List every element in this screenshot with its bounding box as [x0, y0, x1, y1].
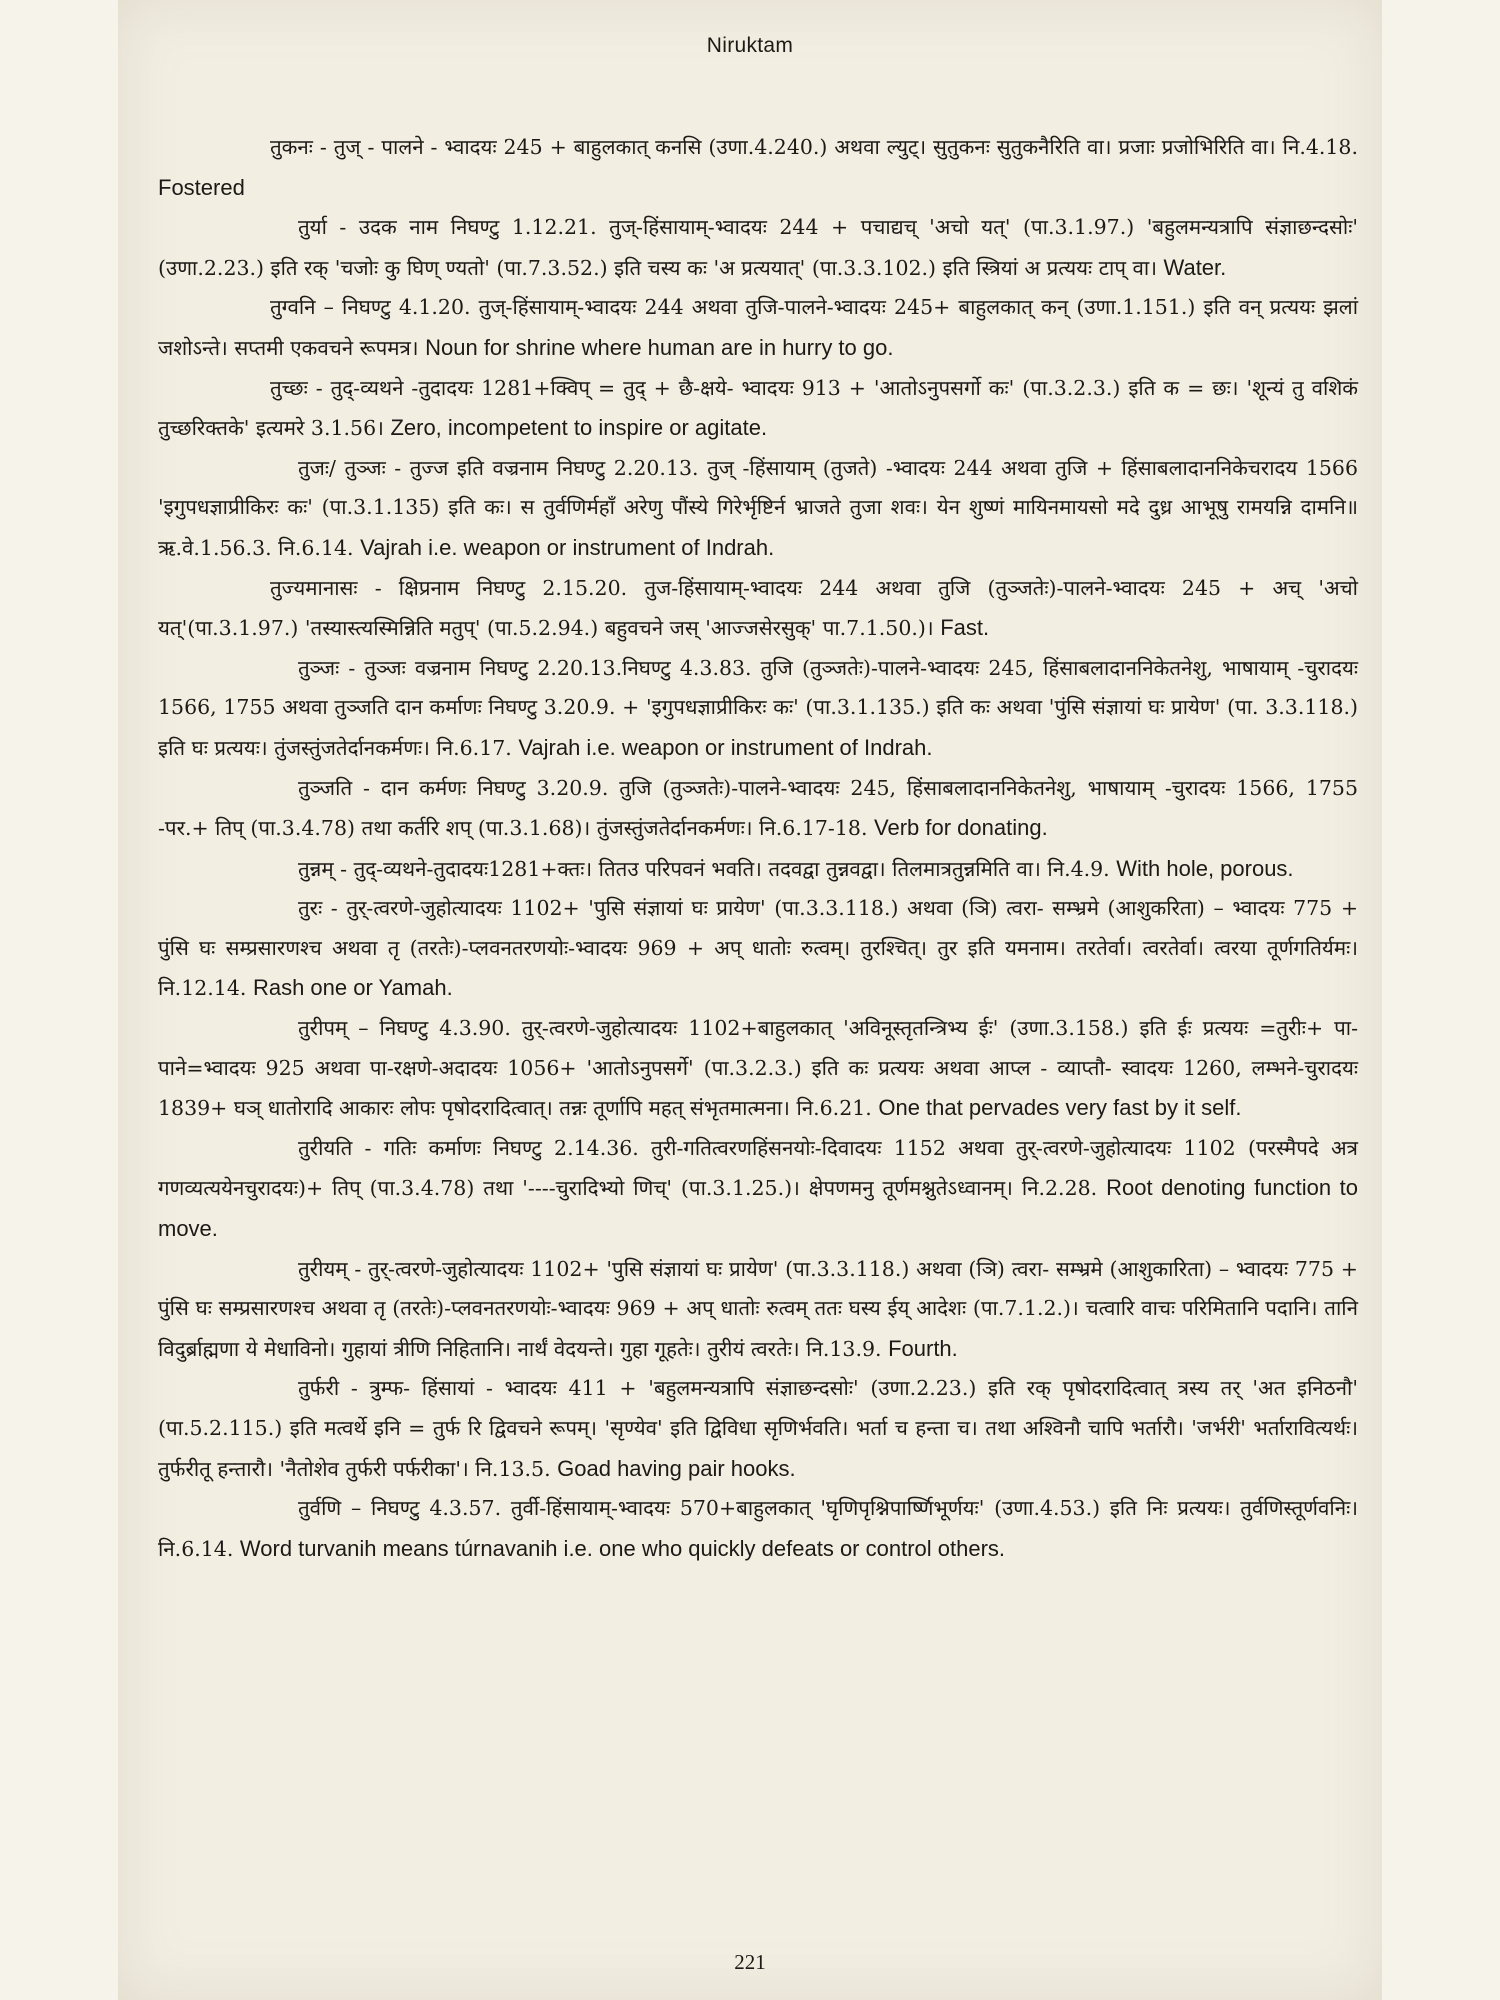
entry-tugvani	[158, 288, 1358, 368]
entry-turya	[158, 208, 1358, 288]
entry-sanskrit: तुञ्जः - तुञ्जः वज्रनाम निघण्टु 2.20.13.निघण्टु 4.3.83. तुजि (तुञ्जतेः)-पालने-भ्वादयः 245, हिंसाबलादाननिकेतनेशु, भाषायाम् -चुरादयः 1566, 1755 अथवा तुञ्जति दान कर्माणः निघण्टु 3.20.9. + 'इगुपधज्ञाप्रीकिरः कः' (पा.3.1.135.) इति कः अथवा 'पुंसि संज्ञायां घः प्रायेण' (पा. 3.3.118.) इति घः प्रत्ययः। तुंजस्तुंजतेर्दानकर्मणः। नि.6.17.	[158, 655, 1358, 760]
entry-sanskrit: तुरः - तुर्-त्वरणे-जुहोत्यादयः 1102+ 'पुसि संज्ञायां घः प्रायेण' (पा.3.3.118.) अथवा (ञि) त्वरा- सम्भ्रमे (आशुकरिता) – भ्वादयः 775 + पुंसि घः सम्प्रसारणश्च अथवा तृ (तरतेः)-प्लवनतरणयोः-भ्वादयः 969 + अप् धातोः रुत्वम्। तुरश्चित्। तुर इति यमनाम। तरतेर्वा। त्वरतेर्वा। त्वरया तूर्णगतिर्यमः। नि.12.14.	[158, 896, 1358, 1001]
entry-tuja	[158, 449, 1358, 569]
entry-sanskrit: तुर्या - उदक नाम निघण्टु 1.12.21. तुज्-हिंसायाम्-भ्वादयः 244 + पचाद्यच् 'अचो यत्' (पा.3.1.97.) 'बहुलमन्यत्रापि संज्ञाछन्दसोः' (उणा.2.23.) इति रक् 'चजोः कु घिण् ण्यतो' (पा.7.3.52.) इति चस्य कः 'अ प्रत्ययात्' (पा.3.3.102.) इति स्त्रियां अ प्रत्ययः टाप् वा।	[158, 215, 1358, 280]
entry-sanskrit: तुजः/ तुञ्जः - तुज्ज इति वज्रनाम निघण्टु 2.20.13. तुज् -हिंसायाम् (तुजते) -भ्वादयः 244 अथवा तुजि + हिंसाबलादाननिकेचरादय 1566 'इगुपधज्ञाप्रीकिरः कः' (पा.3.1.135) इति कः। स तुर्वणिर्महाँ अरेणु पौंस्ये गिरेर्भृष्टिर्न भ्राजते तुजा शवः। येन शुष्णं मायिनमायसो मदे दुध्र आभूषु रामयन्नि दामनि॥ ऋ.वे.1.56.3. नि.6.14.	[158, 455, 1358, 560]
entry-tukanah	[158, 128, 1358, 208]
dictionary-entries	[158, 128, 1358, 1569]
entry-sanskrit: तुरीपम् – निघण्टु 4.3.90. तुर्-त्वरणे-जुहोत्यादयः 1102+बाहुलकात् 'अविनूस्तृतन्त्रिभ्य ईः' (उणा.3.158.) इति ईः प्रत्ययः =तुरीः+ पा-पाने=भ्वादयः 925 अथवा पा-रक्षणे-अदादयः 1056+ 'आतोऽनुपसर्गे' (पा.3.2.3.) इति कः प्रत्ययः अथवा आप्ल - व्याप्तौ- स्वादयः 1260, लम्भने-चुरादयः 1839+ घञ् धातोरादि आकारः लोपः पृषोदरादित्वात्। तन्नः तूर्णापि महत् संभृतमात्मना। नि.6.21.	[158, 1016, 1358, 1121]
entry-english: One that pervades very fast by it self.	[878, 1095, 1242, 1121]
entry-english: Vajrah i.e. weapon or instrument of Indrah.	[360, 534, 775, 560]
entry-tunjati	[158, 769, 1358, 849]
entry-english: Word turvanih means túrnavanih i.e. one who quickly defeats or control others.	[239, 1535, 1006, 1561]
entry-tuccha	[158, 369, 1358, 449]
entry-turiyati	[158, 1129, 1358, 1250]
entry-sanskrit: तुग्वनि – निघण्टु 4.1.20. तुज्-हिंसायाम्-भ्वादयः 244 अथवा तुजि-पालने-भ्वादयः 245+ बाहुलकात् कन् (उणा.1.151.) इति वन् प्रत्ययः झलां जशोऽन्ते। सप्तमी एकवचने रूपमत्र।	[158, 295, 1358, 360]
entry-english: Fostered	[158, 174, 245, 200]
entry-sanskrit: तुन्नम् - तुद्-व्यथने-तुदादयः1281+क्तः। तितउ परिपवनं भवति। तदवद्वा तुन्नवद्वा। तिलमात्रतुन्नमिति वा। नि.4.9.	[298, 856, 1110, 881]
entry-turphari	[158, 1369, 1358, 1489]
entry-sanskrit: तुच्छः - तुद्-व्यथने -तुदादयः 1281+क्विप् = तुद् + छै-क्षये- भ्वादयः 913 + 'आतोऽनुपसर्गो कः' (पा.3.2.3.) इति क = छः। 'शून्यं तु वशिकं तुच्छरिक्तके' इत्यमरे 3.1.56।	[158, 375, 1358, 441]
entry-english: Fourth.	[888, 1335, 958, 1361]
entry-turah	[158, 889, 1358, 1009]
entry-english: Goad having pair hooks.	[557, 1455, 796, 1481]
entry-english: Fast.	[940, 615, 990, 641]
entry-tujyamanasah	[158, 569, 1358, 649]
entry-sanskrit: तुर्वणि – निघण्टु 4.3.57. तुर्वी-हिंसायाम्-भ्वादयः 570+बाहुलकात् 'घृणिपृश्निपार्ष्णिभूर्णयः' (उणा.4.53.) इति निः प्रत्ययः। तुर्वणिस्तूर्णवनिः। नि.6.14.	[158, 1496, 1358, 1561]
entry-sanskrit: तुञ्जति - दान कर्मणः निघण्टु 3.20.9. तुजि (तुञ्जतेः)-पालने-भ्वादयः 245, हिंसाबलादाननिकेतनेशु, भाषायाम् -चुरादयः 1566, 1755 -पर.+ तिप् (पा.3.4.78) तथा कर्तरि शप् (पा.3.1.68)। तुंजस्तुंजतेर्दानकर्मणः। नि.6.17-18.	[158, 775, 1358, 841]
entry-turvani	[158, 1489, 1358, 1569]
entry-turiyam	[158, 1250, 1358, 1370]
entry-tunja	[158, 649, 1358, 769]
running-header: Niruktam	[706, 34, 794, 57]
entry-sanskrit: तुरीयम् - तुर्-त्वरणे-जुहोत्यादयः 1102+ 'पुसि संज्ञायां घः प्रायेण' (पा.3.3.118.) अथवा (ञि) त्वरा- सम्भ्रमे (आशुकारिता) – भ्वादयः 775 + पुंसि घः सम्प्रसारणश्च अथवा तृ (तरतेः)-प्लवनतरणयोः-भ्वादयः 969 + अप् धातोः रुत्वम् ततः घस्य ईय् आदेशः (पा.7.1.2.)। चत्वारि वाचः परिमितानि पदानि। तानि विदुर्ब्राह्मणा ये मेधाविनो। गुहायां त्रीणि निहितानि। नार्थं वेदयन्ते। गुहा गूहतेः। तुरीयं त्वरतेः। नि.13.9.	[158, 1256, 1358, 1361]
entry-english: Rash one or Yamah.	[252, 975, 453, 1001]
entry-tunnam	[158, 849, 1358, 890]
entry-english: Zero, incompetent to inspire or agitate.	[390, 415, 768, 441]
entry-sanskrit: तुर्फरी - त्रुम्फ- हिंसायां - भ्वादयः 411 + 'बहुलमन्यत्रापि संज्ञाछन्दसोः' (उणा.2.23.) इति रक् पृषोदरादित्वात् त्रस्य तर् 'अत इनिठनौ' (पा.5.2.115.) इति मत्वर्थे इनि = तुर्फ रि द्विवचने रूपम्। 'सृण्येव' इति द्विविधा सृणिर्भवति। भर्ता च हन्ता च। तथा अश्विनौ चापि भर्तारौ। 'जर्भरी' भर्तारावित्यर्थः। तुर्फरीतू हन्तारौ। 'नैतोशेव तुर्फरी पर्फरीका'। नि.13.5.	[158, 1376, 1358, 1481]
page-number: 221	[734, 1950, 766, 1974]
entry-english: Verb for donating.	[874, 815, 1048, 841]
entry-sanskrit: तुरीयति - गतिः कर्माणः निघण्टु 2.14.36. तुरी-गतित्वरणहिंसनयोः-दिवादयः 1152 अथवा तुर्-त्वरणे-जुहोत्यादयः 1102 (परस्मैपदे अत्र गणव्यत्ययेनचुरादयः)+ तिप् (पा.3.4.78) तथा '----चुरादिभ्यो णिच्' (पा.3.1.25.)। क्षेपणमनु तूर्णमश्नुतेऽध्वानम्। नि.2.28.	[158, 1135, 1358, 1201]
entry-sanskrit: तुज्यमानासः - क्षिप्रनाम निघण्टु 2.15.20. तुज-हिंसायाम्-भ्वादयः 244 अथवा तुजि (तुञ्जतेः)-पालने-भ्वादयः 245 + अच् 'अचो यत्'(पा.3.1.97.) 'तस्यास्त्यस्मिन्निति मतुप्' (पा.5.2.94.) बहुवचने जस् 'आज्जसेरसुक्' पा.7.1.50.)।	[158, 575, 1358, 641]
entry-english: Root denoting function to move.	[158, 1175, 1358, 1242]
entry-english: Noun for shrine where human are in hurry to go.	[425, 334, 894, 360]
entry-english: Water.	[1163, 254, 1227, 280]
entry-english: With hole, porous.	[1116, 855, 1294, 881]
entry-english: Vajrah i.e. weapon or instrument of Indrah.	[518, 734, 933, 760]
entry-sanskrit: तुकनः - तुज् - पालने - भ्वादयः 245 + बाहुलकात् कनसि (उणा.4.240.) अथवा ल्युट्। सुतुकनः सुतुकनैरिति वा। प्रजाः प्रजोभिरिति वा। नि.4.18.	[270, 135, 1358, 159]
entry-turipam	[158, 1009, 1358, 1129]
